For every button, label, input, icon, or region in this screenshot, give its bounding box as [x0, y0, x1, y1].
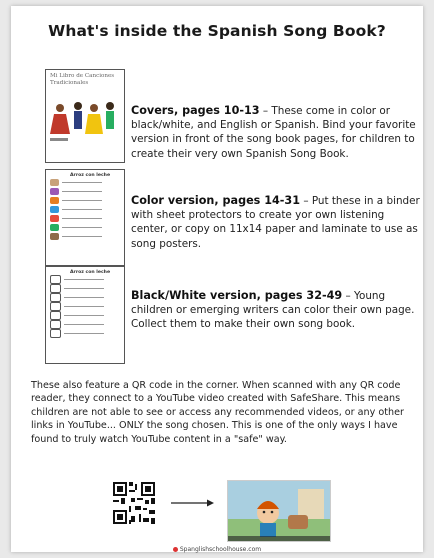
list-item — [46, 320, 124, 329]
color-version-heading: Color version, pages 14-31 — [131, 194, 301, 207]
list-item — [46, 284, 124, 293]
list-item — [46, 311, 124, 320]
bw-version-description — [131, 289, 421, 332]
footer-website — [11, 546, 423, 553]
list-item — [46, 214, 124, 223]
video-cartoon-illustration — [228, 481, 330, 541]
list-item — [46, 187, 124, 196]
page-title: What's inside the Spanish Song Book? — [48, 22, 386, 40]
page-sheet — [11, 6, 423, 552]
list-item — [46, 293, 124, 302]
covers-description — [131, 104, 421, 161]
cover-thumbnail-title: Mi Libro de Canciones Tradicionales — [50, 73, 115, 86]
footer-website-text: Spanglishschoolhouse.com — [179, 546, 262, 553]
logo-icon — [173, 547, 178, 552]
covers-text: – These come in color or black/white, and English or Spanish. Bind your favorite version in front of the song book pages, for children to create their very own Spanish Song Book. — [131, 105, 416, 160]
bw-version-heading: Black/White version, pages 32-49 — [131, 289, 343, 302]
arrow-right-icon — [171, 499, 215, 507]
bw-version-text: – Young children or emerging writers can color their own page. Collect them to make their own song book. — [131, 290, 415, 331]
color-version-text: – Put these in a binder with sheet protectors to create yor own listening center, or copy on 11x14 paper and laminate to use as song posters. — [131, 195, 420, 250]
bw-thumbnail-heading: Arroz con leche — [70, 270, 111, 275]
list-item — [46, 196, 124, 205]
qr-code-paragraph: These also feature a QR code in the corner. When scanned with any QR code reader, they connect to a YouTube video created with SafeShare. This means children are not able to see or access any recommended videos, or any other links in YouTube... ONLY the song chosen. This is one of the only ways I have found to truly watch YouTube content in a "safe" way. — [31, 380, 404, 445]
dancers-illustration — [46, 86, 124, 146]
color-version-thumbnail — [45, 169, 125, 266]
covers-heading: Covers, pages 10-13 — [131, 104, 260, 117]
list-item — [46, 302, 124, 311]
list-item — [46, 275, 124, 284]
color-thumbnail-heading: Arroz con leche — [70, 173, 111, 178]
cover-thumbnail — [45, 69, 125, 163]
qr-code-icon — [111, 480, 157, 526]
video-thumbnail — [227, 480, 331, 542]
list-item — [46, 205, 124, 214]
bw-version-thumbnail — [45, 266, 125, 364]
color-version-description — [131, 194, 421, 251]
list-item — [46, 232, 124, 241]
list-item — [46, 223, 124, 232]
list-item — [46, 329, 124, 338]
list-item — [46, 178, 124, 187]
